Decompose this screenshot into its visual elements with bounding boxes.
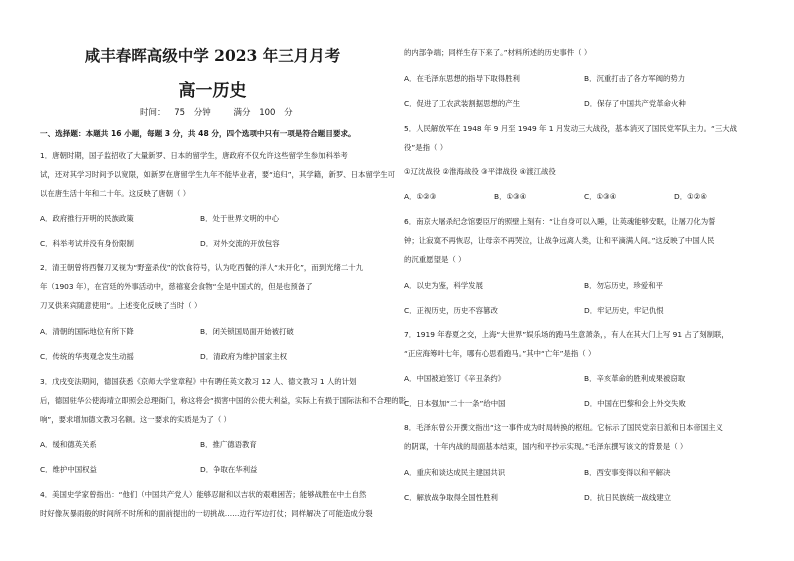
q2-option-a[interactable]: A．清朝的国际地位有所下降 [40, 327, 134, 336]
exam-meta [140, 106, 299, 118]
q3-option-d[interactable]: D．争取在华利益 [200, 465, 258, 474]
q5-option-c[interactable]: C．①③④ [584, 192, 617, 201]
q6-option-c[interactable]: C．正视历史，历史不容篡改 [404, 306, 498, 315]
question-7-line: “正应海筹叶七年，哪有心思看跑马。”其中“亡年”是指（ ） [404, 349, 596, 358]
question-8-line: 的阴谋，十年内战的局面基本结束，国内和平抄示实现。”毛泽东撰写该文的背景是（ ） [404, 442, 688, 451]
time-label: 时间： [140, 108, 166, 118]
q7-option-b[interactable]: B．辛亥革命的胜利成果被窃取 [584, 374, 686, 383]
q1-option-b[interactable]: B．处于世界文明的中心 [200, 214, 279, 223]
q1-option-d[interactable]: D．对外交流的开放包容 [200, 239, 280, 248]
q4-option-c[interactable]: C．促进了工农武装割据思想的产生 [404, 99, 521, 108]
question-6-line: 的沉重愿望是（ ） [404, 255, 466, 264]
question-2-line: 年（1903 年），在宫廷的外事活动中，慈禧宴会食物“全是中国式的，但是也预备了 [40, 282, 313, 291]
score-unit: 分 [284, 108, 293, 118]
question-4-line: 时好像灰暴雨般的时间所不时所和的面前提出的一切挑战……边行军边打仗；同样解决了可能造成分裂 [40, 509, 373, 518]
question-6-line: 6．南京大屠杀纪念馆要臣厅的照壁上刻有：“让自身可以入睡，让英魂能够安眠，让屠刀化为誓 [404, 217, 716, 226]
q6-option-b[interactable]: B．勿忘历史，珍爱和平 [584, 281, 663, 290]
q2-option-d[interactable]: D．清政府为维护国家主权 [200, 352, 287, 361]
question-2-line: 刀叉供来宾随意使用”。上述变化反映了当时（ ） [40, 301, 202, 310]
exam-title: 咸丰春晖高级中学 2023 年三月月考 [84, 46, 341, 65]
q7-option-d[interactable]: D．中国在巴黎和会上外交失败 [584, 399, 686, 408]
q3-option-a[interactable]: A．缓和德英关系 [40, 440, 97, 449]
q8-option-c[interactable]: C．解放战争取得全国性胜利 [404, 493, 498, 502]
question-4-line: 4．美国史学家曾指出：“他们（中国共产党人）能够忍耐和以吉状的艰难困苦；能够战胜在中土自然 [40, 490, 367, 499]
score-label: 满分 [233, 108, 251, 118]
q2-option-c[interactable]: C．传统的华夷观念发生动摇 [40, 352, 134, 361]
question-1-line: 以在唐生活十年和二十年。这反映了唐朝（ ） [40, 189, 191, 198]
q5-option-a[interactable]: A．①②③ [404, 192, 437, 201]
question-5-items: ①辽沈战役 ②淮海战役 ③平津战役 ④渡江战役 [404, 167, 556, 176]
q7-option-c[interactable]: C．日本强加“二十一条”给中国 [404, 399, 506, 408]
q8-option-b[interactable]: B．西安事变得以和平解决 [584, 468, 671, 477]
q3-option-b[interactable]: B．推广德语教育 [200, 440, 257, 449]
q4-option-d[interactable]: D．保存了中国共产党革命火种 [584, 99, 686, 108]
q6-option-a[interactable]: A．以史为鉴，科学发展 [404, 281, 483, 290]
question-1-line: 1．唐朝时期，国子监招收了大量新罗、日本的留学生，唐政府不仅允许这些留学生参加科举考 [40, 151, 348, 160]
question-5-line: 役”是指（ ） [404, 143, 448, 152]
q1-option-a[interactable]: A．政府推行开明的民族政策 [40, 214, 134, 223]
q4-option-a[interactable]: A．在毛泽东思想的指导下取得胜利 [404, 74, 520, 83]
question-1-line: 试，还对其学习时间予以宽限，如新罗在唐留学生九年不能毕业者，要“追归”，其学籍，新罗、日本留学生可 [40, 170, 396, 179]
q8-option-d[interactable]: D．抗日民族统一战线建立 [584, 493, 671, 502]
exam-subject: 高一历史 [178, 81, 247, 101]
q6-option-d[interactable]: D．牢记历史，牢记仇恨 [584, 306, 664, 315]
section-heading: 一、选择题：本题共 16 小题，每题 3 分，共 48 分，四个选项中只有一项是符合题目要求。 [40, 129, 356, 138]
question-3-line: 响”，要求增加德文教习名额。这一要求的实质是为了（ ） [40, 415, 231, 424]
time-value: 75 [174, 108, 186, 118]
score-value: 100 [259, 108, 276, 118]
q3-option-c[interactable]: C．维护中国权益 [40, 465, 97, 474]
question-6-line: 钟；让寂寞不再恢忍，让母亲不再哭泣，让战争远离人类，让和平滴满人间。”这反映了中国人民 [404, 236, 715, 245]
question-3-line: 后，德国驻华公使海靖立即照会总理衙门，称这将会“损害中国的公使大利益，实际上有损于国际法和不合理的影 [40, 396, 406, 405]
question-5-line: 5．人民解放军在 1948 年 9 月至 1949 年 1 月发动三大战役，基本消灭了国民党军队主力。“三大战 [404, 124, 738, 133]
q1-option-c[interactable]: C．科举考试并没有身份限制 [40, 239, 134, 248]
question-8-line: 8．毛泽东曾公开撰文指出“这一事件成为时局转换的枢纽。它标示了国民党亲日派和日本帝国主义 [404, 423, 723, 432]
question-4-continued: 的内部争端；同样生存下来了。”材料所述的历史事件（ ） [404, 48, 592, 57]
q4-option-b[interactable]: B．沉重打击了各方军阀的势力 [584, 74, 686, 83]
q5-option-d[interactable]: D．①②④ [674, 192, 707, 201]
question-3-line: 3．戊戌变法期间，德国获悉《京师大学堂章程》中有聘任英文教习 12 人、德文教习 1 人的计划 [40, 377, 357, 386]
question-7-line: 7．1919 年春夏之交，上海“大世界”娱乐场的跑马生意萧条，，有人在其大门上写 91 占了刻制联， [404, 330, 729, 339]
question-2-line: 2．清王朝曾将西餐刀叉视为“野蛮杀伐”的饮食符号，认为吃西餐的洋人“未开化”，而到光绪二十九 [40, 263, 364, 272]
time-unit: 分钟 [193, 108, 211, 118]
q5-option-b[interactable]: B．①③④ [494, 192, 527, 201]
q7-option-a[interactable]: A．中国被迫签订《辛丑条约》 [404, 374, 506, 383]
q2-option-b[interactable]: B．闭关锁国局面开始被打破 [200, 327, 294, 336]
q8-option-a[interactable]: A．重庆和谈达成民主建国共识 [404, 468, 506, 477]
